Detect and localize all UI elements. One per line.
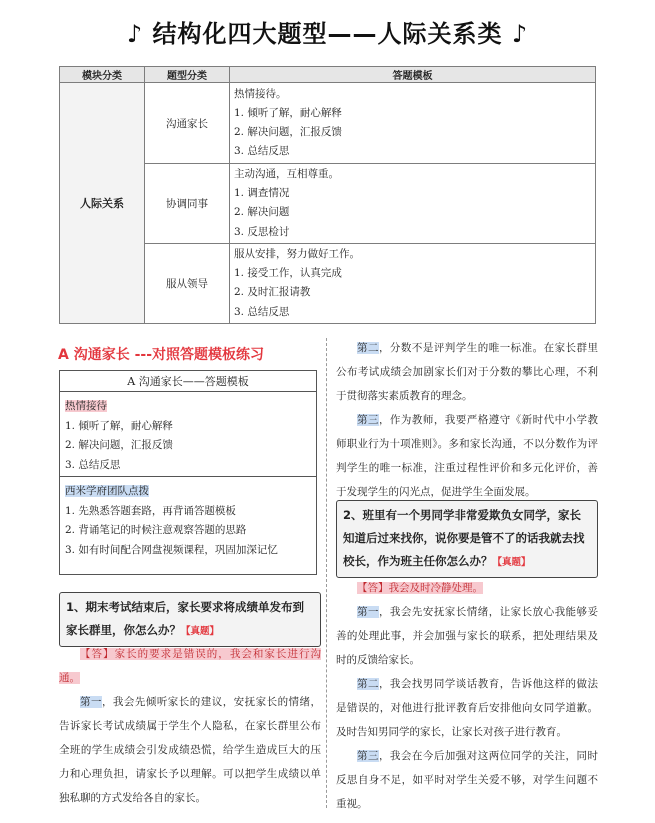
template-line: 3. 反思检讨	[234, 225, 290, 238]
template-item: 3. 总结反思	[65, 458, 121, 471]
answer-paragraph	[336, 336, 598, 408]
step-marker: 第一	[357, 606, 379, 618]
template-line: 2. 解决问题	[234, 206, 290, 219]
template-line: 1. 倾听了解，耐心解释	[234, 106, 342, 119]
table-header-row	[60, 67, 596, 83]
paragraph-text: ，我会在今后加强对这两位同学的关注，同时反思自身不足，如平时对学生关爱不够，对学生问题不重视。	[336, 750, 598, 810]
table-category-cell: 人际关系	[60, 83, 145, 324]
template-line: 服从安排，努力做好工作。	[234, 247, 360, 260]
template-line: 热情接待。	[234, 87, 287, 100]
paragraph-text: ，我会找男同学谈话教育，告诉他这样的做法是错误的，对他进行批评教育后安排他向女同学道歉。及时告知男同学的家长，让家长对孩子进行教育。	[336, 678, 598, 738]
answer-paragraph	[336, 408, 598, 504]
answer-label: 【答】家长的要求是错误的，我会和家长进行沟通。	[59, 648, 321, 684]
template-line: 2. 解决问题，汇报反馈	[234, 126, 342, 138]
template-summary-table	[59, 66, 596, 324]
table-type-cell: 沟通家长	[145, 83, 230, 164]
answer-paragraph	[336, 600, 598, 672]
question-text: 1、期末考试结束后，家长要求将成绩单发布到家长群里，你怎么办？	[66, 600, 304, 637]
template-item: 2. 背诵笔记的时候注意观察答题的思路	[65, 524, 247, 536]
table-template-cell	[230, 83, 596, 164]
template-group-tips	[60, 476, 316, 560]
template-item: 1. 先熟悉答题套路，再背诵答题模板	[65, 504, 236, 517]
step-marker: 第二	[357, 678, 379, 690]
table-row	[60, 83, 596, 164]
section-heading: A 沟通家长 ---对照答题模板练习	[58, 347, 265, 363]
step-marker: 第一	[80, 696, 102, 708]
table-header-module: 模块分类	[60, 67, 145, 83]
template-line: 3. 总结反思	[234, 145, 290, 158]
question-text: 2、班里有一个男同学非常爱欺负女同学，家长知道后过来找你，说你要是管不了的话我就去找校长，作为班主任你怎么办？	[343, 508, 585, 568]
table-template-cell	[230, 243, 596, 323]
template-group-title: 热情接待	[65, 400, 107, 412]
table-template-cell	[230, 164, 596, 244]
template-line: 1. 接受工作，认真完成	[234, 267, 342, 280]
paragraph-text: ，分数不是评判学生的唯一标准。在家长群里公布考试成绩会加剧家长们对于分数的攀比心理，不利于贯彻落实素质教育的理念。	[336, 342, 598, 402]
table-type-cell: 协调同事	[145, 164, 230, 244]
answer-paragraph	[336, 744, 598, 816]
real-exam-tag: 【真题】	[181, 626, 220, 637]
step-marker: 第三	[357, 750, 379, 762]
paragraph-text: ，我会先安抚家长情绪，让家长放心我能够妥善的处理此事，并会加强与家长的联系，把处理结果及时的反馈给家长。	[336, 606, 598, 666]
answer-paragraph	[59, 690, 321, 810]
paragraph-text: ，我会先倾听家长的建议，安抚家长的情绪，告诉家长考试成绩属于学生个人隐私，在家长群里公布全班的学生成绩会引发成绩恐慌，给学生造成巨大的压力和心理负担，请家长予以理解。可以把学生成绩以单独私聊的方式发给各自的家长。	[59, 696, 321, 804]
question-box-2	[336, 500, 598, 578]
template-line: 主动沟通，互相尊重。	[234, 168, 339, 180]
real-exam-tag: 【真题】	[492, 557, 531, 568]
step-marker: 第二	[357, 342, 379, 354]
paragraph-text: ，作为教师，我要严格遵守《新时代中小学教师职业行为十项准则》。多和家长沟通，不以分数作为评判学生的唯一标准，注重过程性评价和多元化评价，善于发现学生的闪光点，促进学生全面发展。	[336, 414, 598, 498]
template-line: 3. 总结反思	[234, 305, 290, 318]
template-item: 1. 倾听了解，耐心解释	[65, 419, 173, 432]
template-group-reception	[60, 392, 316, 475]
table-type-cell: 服从领导	[145, 243, 230, 323]
template-box-title: A 沟通家长——答题模板	[60, 371, 316, 392]
column-divider	[326, 338, 327, 808]
template-line: 2. 及时汇报请教	[234, 286, 311, 299]
page-title: ♪ 结构化四大题型——人际关系类 ♪	[126, 20, 529, 48]
step-marker: 第三	[357, 414, 379, 426]
answer-label-1	[59, 642, 321, 690]
table-header-type: 题型分类	[145, 67, 230, 83]
table-header-template: 答题模板	[230, 67, 596, 83]
template-item: 2. 解决问题，汇报反馈	[65, 439, 173, 451]
template-line: 1. 调查情况	[234, 187, 290, 200]
question-box-1	[59, 592, 321, 647]
answer-label: 【答】我会及时冷静处理。	[357, 582, 483, 594]
template-group-title: 西米学府团队点拨	[65, 485, 149, 497]
answer-template-box	[59, 370, 317, 575]
answer-label-2	[336, 576, 598, 600]
template-item: 3. 如有时间配合网盘视频课程，巩固加深记忆	[65, 543, 278, 556]
answer-paragraph	[336, 672, 598, 744]
